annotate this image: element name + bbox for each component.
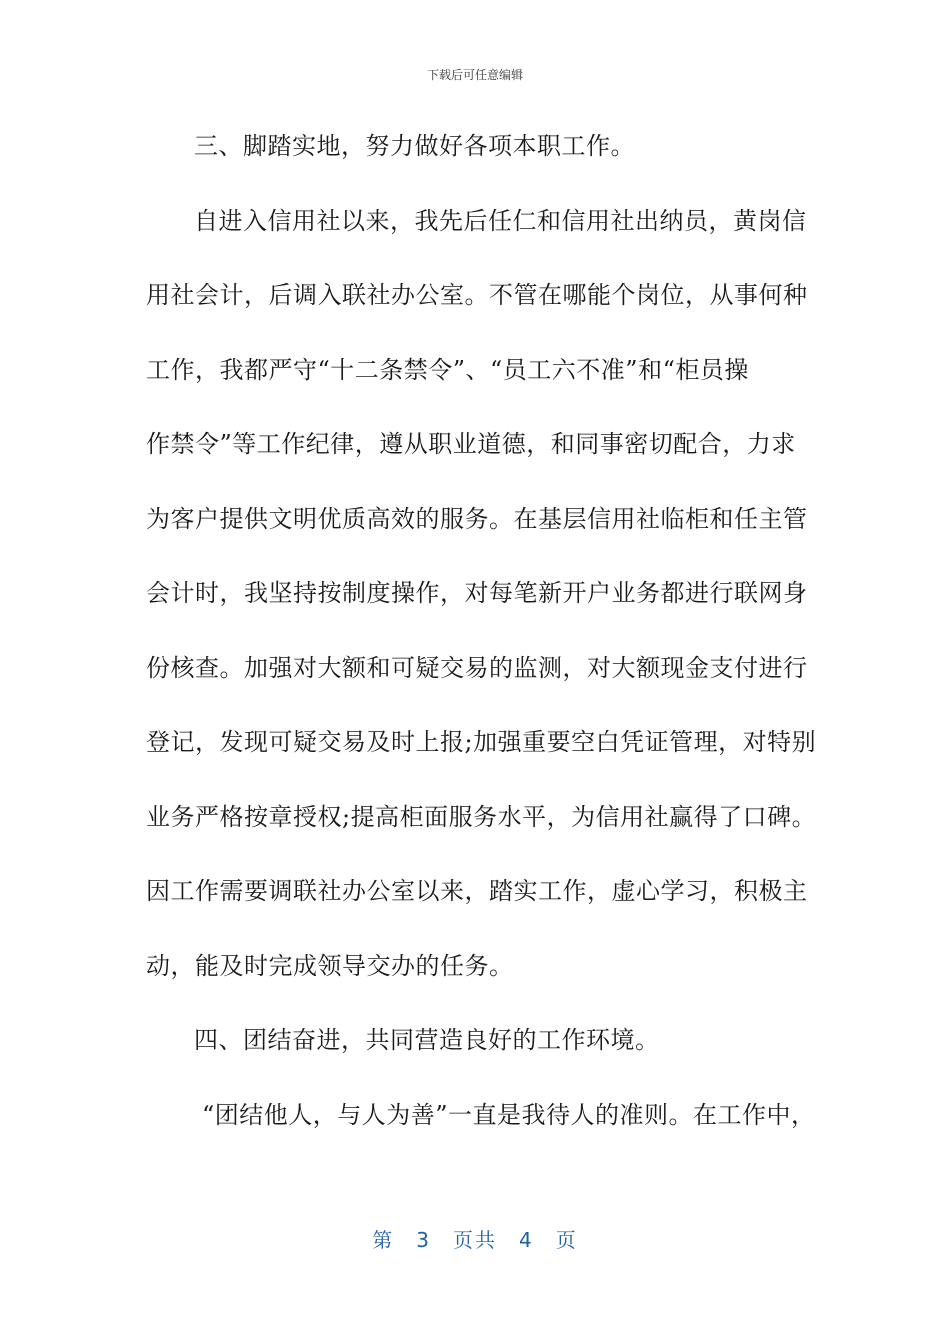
section-heading-3: 三、脚踏实地，努力做好各项本职工作。 [194, 132, 635, 160]
paragraph-line: 用社会计，后调入联社办公室。不管在哪能个岗位，从事何种 [146, 281, 808, 309]
footer-middle: 页共 [453, 1228, 497, 1252]
page-footer [0, 1224, 950, 1253]
paragraph-line: 登记，发现可疑交易及时上报;加强重要空白凭证管理，对特别 [146, 728, 817, 756]
document-body [146, 120, 817, 1163]
paragraph-line: 会计时，我坚持按制度操作，对每笔新开户业务都进行联网身 [146, 579, 808, 607]
paragraph-line: 业务严格按章授权;提高柜面服务水平，为信用社赢得了口碑。 [146, 802, 817, 831]
footer-prefix: 第 [372, 1228, 395, 1252]
paragraph-line: 动，能及时完成领导交办的任务。 [146, 951, 514, 980]
footer-suffix: 页 [555, 1228, 578, 1252]
paragraph-line: 为客户提供文明优质高效的服务。在基层信用社临柜和任主管 [146, 504, 808, 533]
paragraph-line: 因工作需要调联社办公室以来，踏实工作，虚心学习，积极主 [146, 877, 808, 905]
paragraph-line: 工作，我都严守“十二条禁令”、“员工六不准”和“柜员操 [146, 355, 749, 384]
paragraph-line: “团结他人，与人为善”一直是我待人的准则。在工作中， [202, 1100, 816, 1129]
total-page-number: 4 [519, 1228, 534, 1252]
paragraph-line: 作禁令”等工作纪律，遵从职业道德，和同事密切配合，力求 [146, 430, 796, 458]
paragraph-line: 份核查。加强对大额和可疑交易的监测，对大额现金支付进行 [146, 653, 808, 682]
page-header: 下载后可任意编辑 [426, 68, 523, 82]
section-heading-4: 四、团结奋进，共同营造良好的工作环境。 [194, 1026, 660, 1054]
current-page-number: 3 [416, 1228, 431, 1252]
paragraph-line: 自进入信用社以来，我先后任仁和信用社出纳员，黄岗信 [194, 206, 807, 235]
